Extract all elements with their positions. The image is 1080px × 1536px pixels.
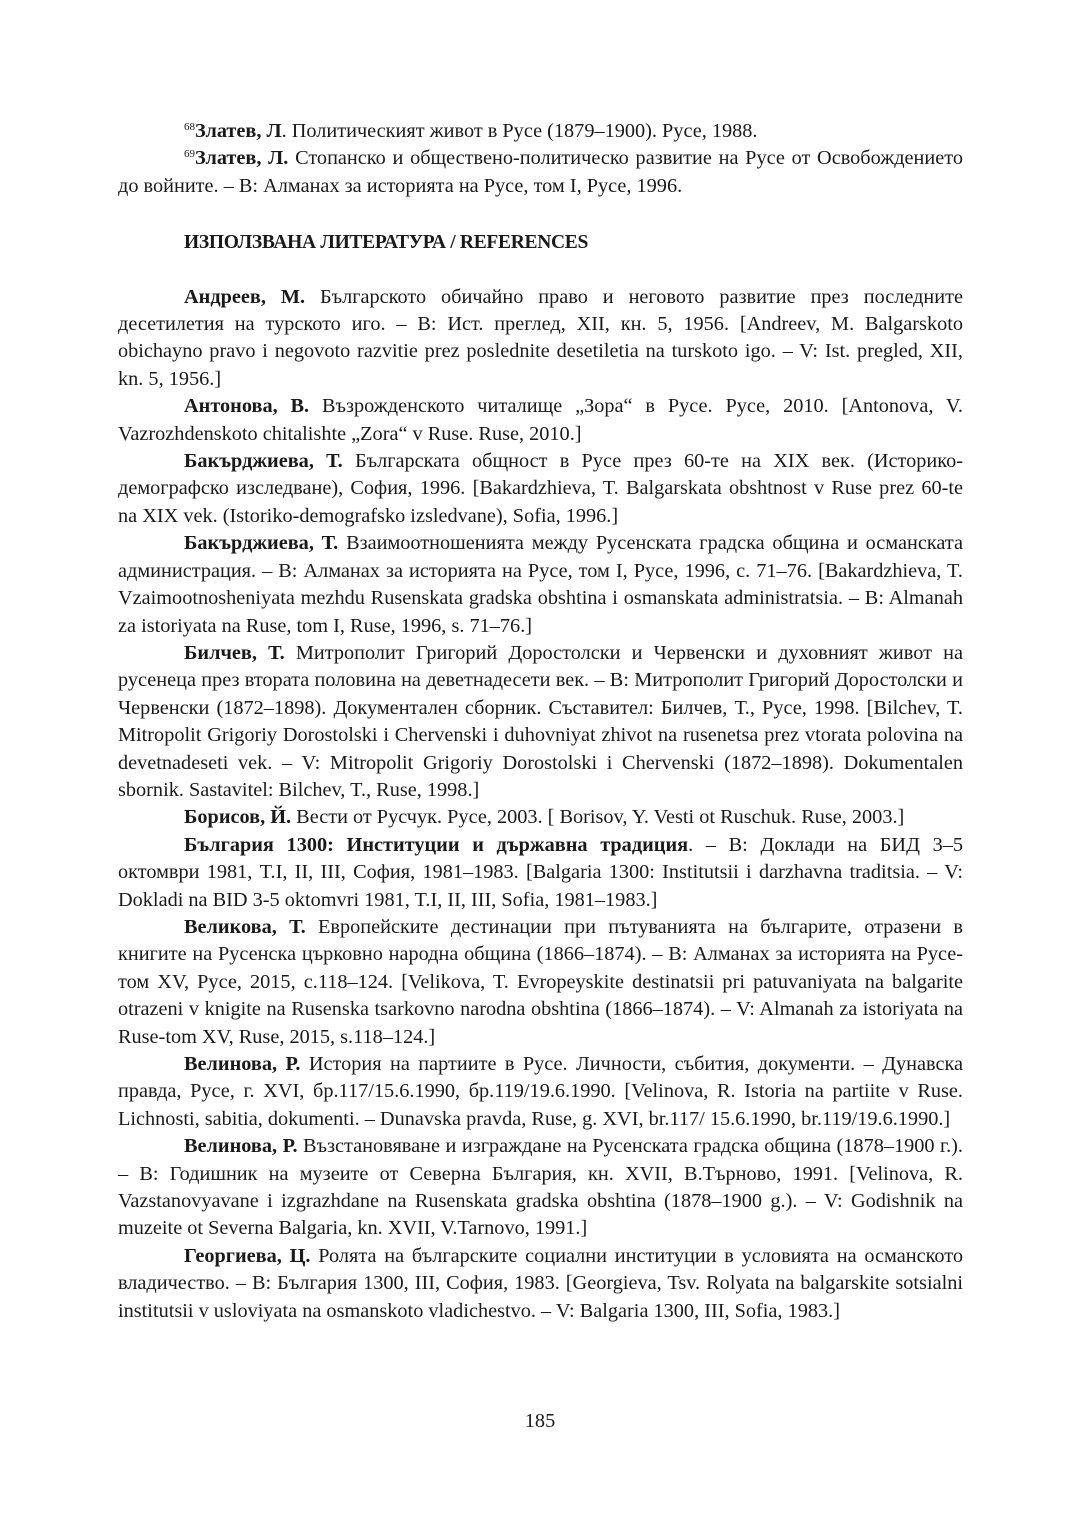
reference-author: Борисов, Й.	[184, 806, 292, 829]
reference-text: Българската общност в Русе през 60-те на XIX век. (Историко-демографско изследване), София, 1996. [Bakardzhieva, T. Balgarskata obshtnost v Ruse prez 60-te na XIX vek. (Istoriko-demografsko izsledvane), Sofia, 1996.]	[118, 450, 963, 527]
reference-entry	[118, 1243, 963, 1325]
reference-text: Митрополит Григорий Доростолски и Червенски и духовният живот на русенеца през втората половина на деветнадесети век. – В: Митрополит Григорий Доростолски и Червенски (1872–1898). Документален сборник. Съставител: Билчев, Т., Русе, 1998. [Bilchev, T. Mitropolit Grigoriy Dorostolski i Chervenski i duhovniyat zhivot na rusenetsa prez vtorata polovina na devetnadeseti vek. – V: Mitropolit Grigoriy Dorostolski i Chervenski (1872–1898). Dokumentalen sbornik. Sastavitel: Bilchev, T., Ruse, 1998.]	[118, 641, 963, 801]
reference-author: Велинова, Р.	[184, 1135, 298, 1158]
reference-author: Бакърджиева, Т.	[184, 532, 339, 555]
reference-author: България 1300: Институции и държавна традиция	[184, 833, 689, 856]
reference-text: Ролята на българските социални институции в условията на османското владичество. – В: България 1300, III, София, 1983. [Georgieva, Tsv. Rolyata na balgarskite sotsialni institutsii v usloviyata na osmanskoto vladichestvo. – V: Balgaria 1300, III, Sofia, 1983.]	[118, 1244, 963, 1322]
reference-entry	[118, 284, 963, 394]
page-body	[118, 118, 963, 1325]
reference-entry	[118, 640, 963, 804]
reference-entry	[118, 1051, 963, 1133]
reference-entry	[118, 804, 963, 831]
reference-entry	[118, 1133, 963, 1243]
reference-text: . – В: Доклади на БИД 3–5 октомври 1981, T.I, II, III, София, 1981–1983. [Balgaria 1300: Institutsii i darzhavna traditsia. – V: Dokladi na BID 3-5 oktomvri 1981, T.I, II, III, Sofia, 1981–1983.]	[118, 833, 963, 911]
reference-author: Велинова, Р.	[184, 1053, 301, 1075]
reference-author: Билчев, Т.	[184, 641, 285, 664]
reference-author: Бакърджиева, Т.	[184, 450, 343, 473]
footnote-number: 69	[184, 148, 195, 161]
footnote-69	[118, 145, 963, 200]
footnote-number: 68	[184, 121, 195, 133]
reference-text: Взаимоотношенията между Русенската градска община и османската администрация. – В: Алманах за историята на Русе, том I, Русе, 1996, с. 71–76. [Bakardzhieva, T. Vzaimootnosheniyata mezhdu Rusenskata gradska obshtina i osmanskata administratsia. – B: Almanah za istoriyata na Ruse, tom I, Ruse, 1996, s. 71–76.]	[118, 532, 963, 637]
references-list	[118, 284, 963, 1325]
reference-author: Антонова, В.	[184, 395, 310, 418]
reference-entry	[118, 914, 963, 1051]
footnote-text: . Политическият живот в Русе (1879–1900). Русе, 1988.	[281, 120, 758, 142]
reference-entry	[118, 832, 963, 914]
references-heading: ИЗПОЛЗВАНА ЛИТЕРАТУРА / REFERENCES	[184, 232, 589, 254]
reference-author: Георгиева, Ц.	[184, 1244, 311, 1267]
reference-text: Българското обичайно право и неговото развитие през последните десетилетия на турското иго. – В: Ист. преглед, XII, кн. 5, 1956. [Andreev, M. Balgarskoto obichayno pravo i negovoto razvitie prez poslednite desetiletia na turskoto igo. – V: Ist. pregled, XII, kn. 5, 1956.]	[118, 285, 963, 390]
reference-entry	[118, 530, 963, 640]
reference-entry	[118, 393, 963, 448]
reference-author: Андреев, М.	[184, 285, 306, 308]
footnote-author: Златев, Л.	[195, 147, 289, 170]
footnote-text: Стопанско и обществено-политическо развитие на Русе от Освобождението до войните. – В: Алманах за историята на Русе, том I, Русе, 1996.	[118, 147, 964, 197]
footnote-author: Златев, Л	[195, 120, 282, 142]
footnote-68	[118, 118, 963, 145]
reference-text: Вести от Русчук. Русе, 2003. [ Borisov, Y. Vesti ot Ruschuk. Ruse, 2003.]	[291, 806, 905, 829]
reference-text: Възрожденското читалище „Зора“ в Русе. Русе, 2010. [Antonova, V. Vazrozhdenskoto chitalishte „Zora“ v Ruse. Ruse, 2010.]	[118, 395, 963, 445]
reference-text: Европейските дестинации при пътуванията на българите, отразени в книгите на Русенска църковно народна община (1866–1874). – В: Алманах за историята на Русе-том XV, Русе, 2015, с.118–124. [Velikova, T. Evropeyskite destinatsii pri patuvaniyata na balgarite otrazeni v knigite na Rusenska tsarkovno narodna obshtina (1866–1874). – V: Almanah za istoriyata na Ruse-tom XV, Ruse, 2015, s.118–124.]	[118, 915, 963, 1048]
reference-entry	[118, 448, 963, 530]
reference-author: Великова, Т.	[184, 915, 306, 938]
reference-text: Възстановяване и изграждане на Русенската градска община (1878–1900 г.). – В: Годишник на музеите от Северна България, кн. XVII, В.Търново, 1991. [Velinova, R. Vazstanovyavane i izgrazhdane na Rusenskata gradska obshtina (1878–1900 g.). – V: Godishnik na muzeite ot Severna Balgaria, kn. XVII, V.Tarnovo, 1991.]	[118, 1135, 963, 1240]
reference-text: История на партиите в Русе. Личности, събития, документи. – Дунавска правда, Русе, г. XVI, бр.117/15.6.1990, бр.119/19.6.1990. [Velinova, R. Istoria na partiite v Ruse. Lichnosti, sabitia, dokumenti. – Dunavska pravda, Ruse, g. XVI, br.117/ 15.6.1990, br.119/19.6.1990.]	[118, 1053, 963, 1130]
page-number: 185	[524, 1410, 556, 1432]
